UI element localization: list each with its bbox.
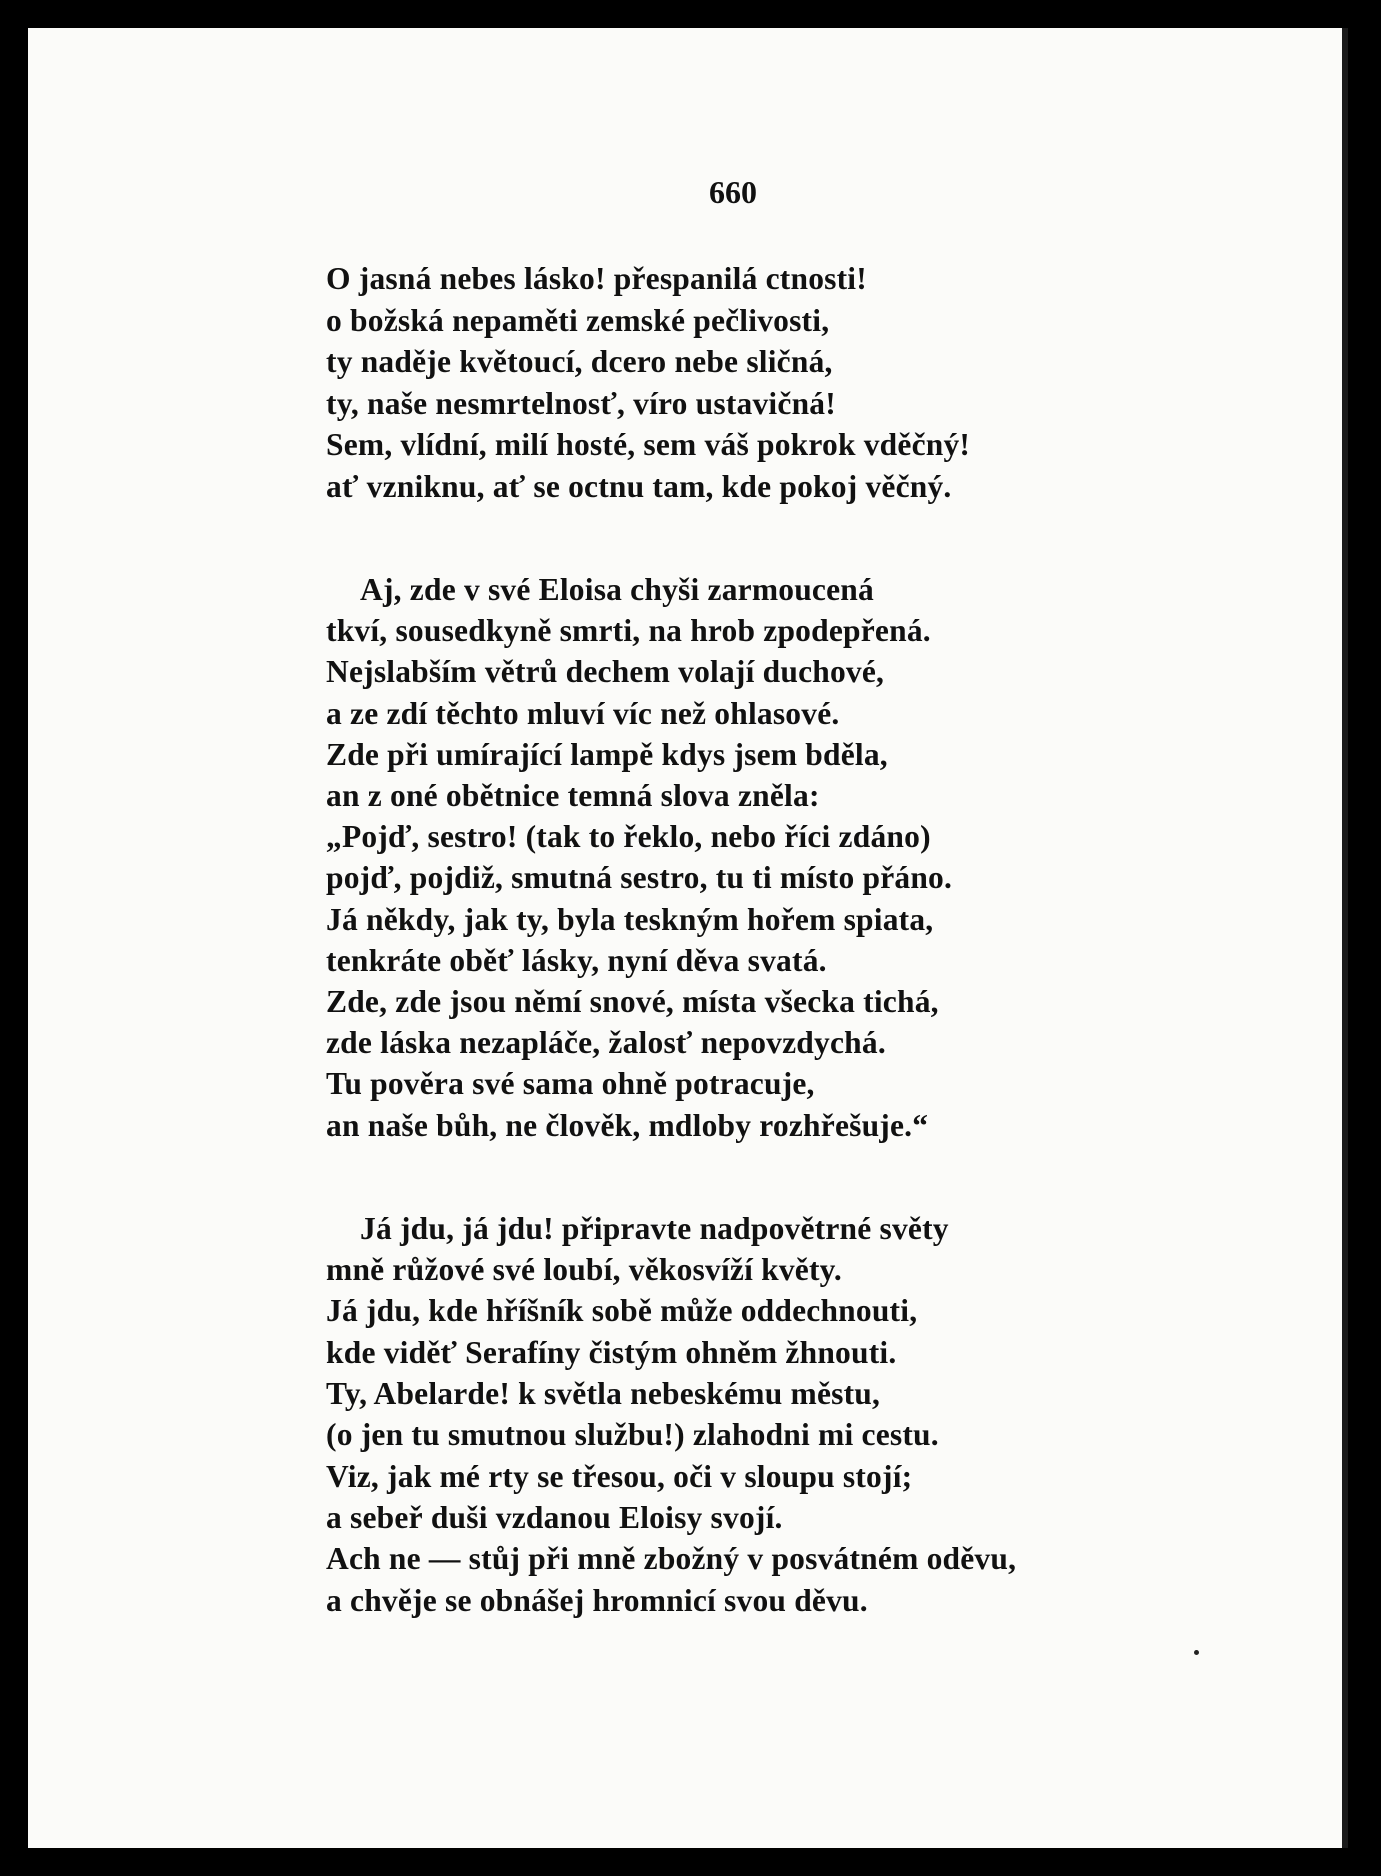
stanza (326, 258, 1186, 507)
poem-line: a ze zdí těchto mluví víc než ohlasové. (326, 695, 840, 731)
poem-line: Já jdu, kde hříšník sobě může oddechnouti, (326, 1293, 918, 1329)
poem-line: ty naděje květoucí, dcero nebe sličná, (326, 344, 833, 379)
stanza (326, 569, 1186, 1146)
print-speck (1194, 1650, 1199, 1655)
poem-line: Ty, Abelarde! k světla nebeskému městu, (326, 1376, 881, 1412)
poem-line: Zde při umírající lampě kdys jsem bděla, (326, 736, 888, 772)
poem-line: „Pojď, sestro! (tak to řeklo, nebo říci zdáno) (326, 819, 931, 855)
page-number: 660 (709, 174, 757, 210)
poem-line: an naše bůh, ne člověk, mdloby rozhřešuje.“ (326, 1107, 929, 1143)
poem-line: (o jen tu smutnou službu!) zlahodni mi cestu. (326, 1417, 939, 1453)
poem-line: Aj, zde v své Eloisa chyši zarmoucená (360, 572, 874, 607)
poem-line: Ach ne — stůj při mně zbožný v posvátném oděvu, (326, 1541, 1017, 1577)
poem-line: Já někdy, jak ty, byla teskným hořem spiata, (326, 901, 934, 937)
poem-line: O jasná nebes lásko! přespanilá ctnosti! (326, 261, 867, 296)
poem-line: a chvěje se obnášej hromnicí svou děvu. (326, 1582, 868, 1618)
poem-line: Já jdu, já jdu! připravte nadpovětrné světy (360, 1210, 949, 1246)
poem-line: Zde, zde jsou němí snové, místa všecka tichá, (326, 984, 939, 1020)
poem-line: tenkráte oběť lásky, nyní děva svatá. (326, 942, 827, 978)
poem-line: Nejslabším větrů dechem volají duchové, (326, 654, 885, 690)
poem-line: Tu pověra své sama ohně potracuje, (326, 1066, 815, 1102)
poem-line: Viz, jak mé rty se třesou, oči v sloupu stojí; (326, 1458, 913, 1494)
book-page (28, 28, 1348, 1848)
poem-line: o božská nepaměti zemské pečlivosti, (326, 302, 830, 338)
poem-line: an z oné obětnice temná slova zněla: (326, 778, 820, 814)
poem-line: ať vzniknu, ať se octnu tam, kde pokoj věčný. (326, 468, 952, 504)
poem-line: Sem, vlídní, milí hosté, sem váš pokrok vděčný! (326, 427, 971, 462)
poem-line: mně růžové své loubí, věkosvíží květy. (326, 1252, 842, 1288)
stanza (326, 1208, 1186, 1621)
poem-line: a sebeř duši vzdanou Eloisy svojí. (326, 1499, 783, 1535)
poem-text (326, 258, 1186, 1621)
poem-line: ty, naše nesmrtelnosť, víro ustavičná! (326, 385, 836, 421)
poem-line: zde láska nezapláče, žalosť nepovzdychá. (326, 1025, 886, 1061)
poem-line: kde viděť Serafíny čistým ohněm žhnouti. (326, 1334, 897, 1370)
poem-line: pojď, pojdiž, smutná sestro, tu ti místo přáno. (326, 860, 953, 896)
poem-line: tkví, sousedkyně smrti, na hrob zpodepřená. (326, 613, 931, 649)
